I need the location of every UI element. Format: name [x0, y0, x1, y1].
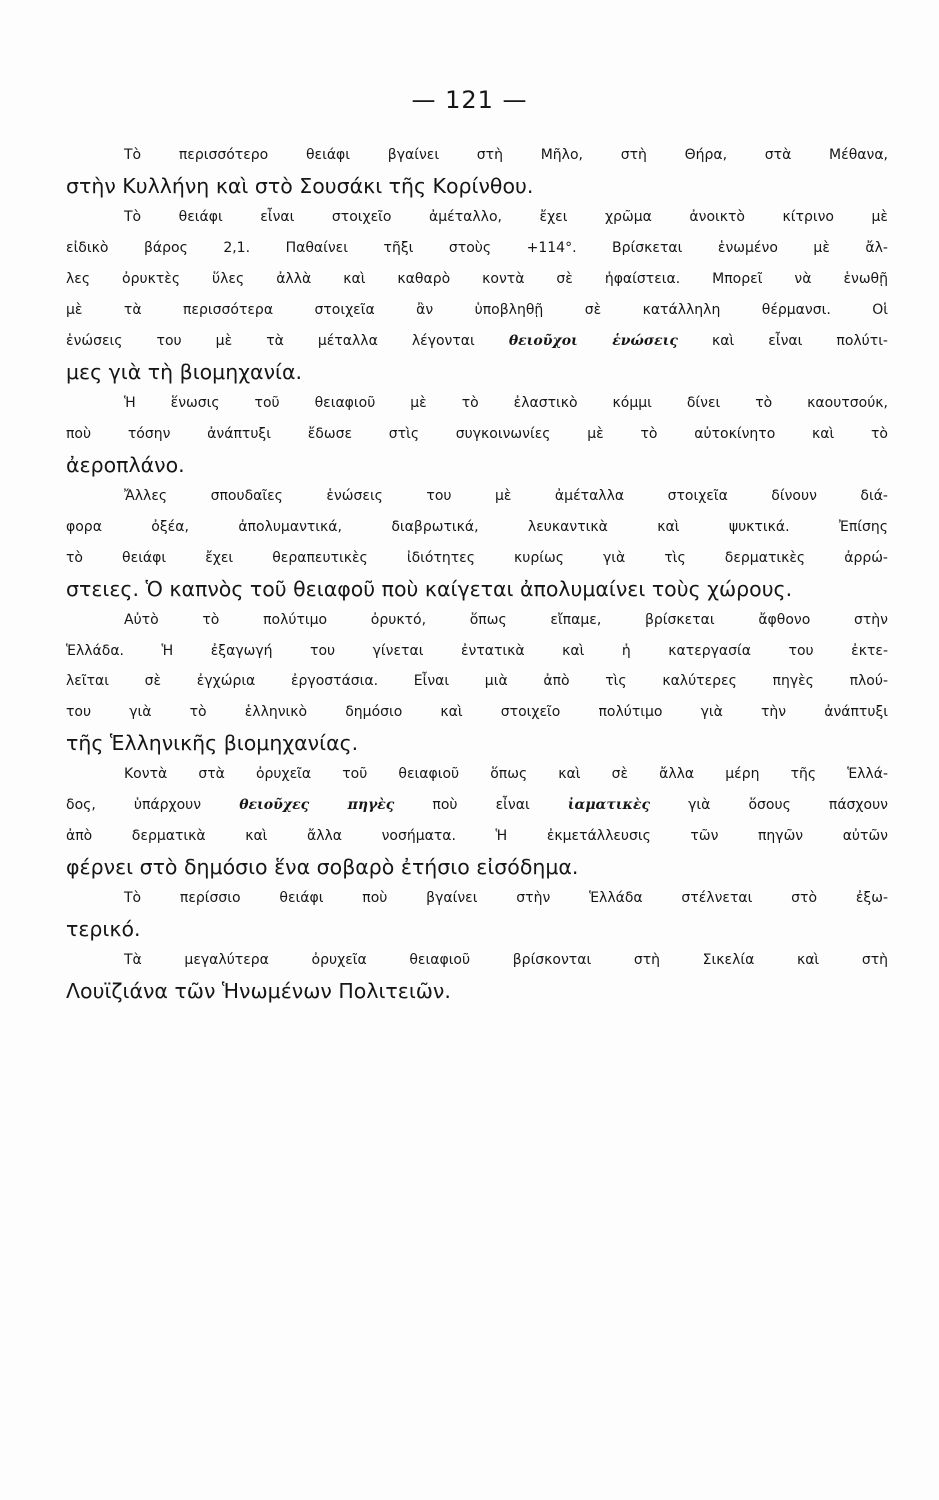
line-fragment: εἰδικὸ βάρος 2,1. Παθαίνει τῆξι στοὺς +114°. Βρίσκεται ἑνωμένο μὲ ἄλ-	[66, 239, 888, 256]
text-line	[66, 202, 888, 233]
emphasized-term: ἰαματικὲς	[567, 797, 651, 814]
text-line	[66, 233, 888, 264]
line-fragment: μὲ τὰ περισσότερα στοιχεῖα ἂν ὑποβληθῇ σὲ κατάλληλη θέρμανσι. Οἱ	[66, 301, 888, 318]
text-line	[66, 574, 888, 605]
text-line	[66, 140, 888, 171]
line-fragment: Κοντὰ στὰ ὀρυχεῖα τοῦ θειαφιοῦ ὅπως καὶ σὲ ἄλλα μέρη τῆς Ἑλλά-	[124, 766, 888, 783]
line-fragment: φέρνει στὸ δημόσιο ἕνα σοβαρὸ ἐτήσιο εἰσόδημα.	[66, 855, 579, 880]
line-fragment: φορα ὀξέα, ἀπολυμαντικά, διαβρωτικά, λευκαντικὰ καὶ ψυκτικά. Ἐπίσης	[66, 518, 888, 535]
text-line	[66, 728, 888, 759]
line-fragment: τῆς Ἑλληνικῆς βιομηχανίας.	[66, 731, 359, 756]
line-fragment: ποὺ εἶναι	[394, 797, 568, 814]
emphasized-term: θειοῦχοι ἑνώσεις	[508, 332, 678, 349]
text-line	[66, 295, 888, 326]
line-fragment: Τὰ μεγαλύτερα ὀρυχεῖα θειαφιοῦ βρίσκονται στὴ Σικελία καὶ στὴ	[124, 952, 888, 969]
line-fragment: Τὸ περισσότερο θειάφι βγαίνει στὴ Μῆλο, στὴ Θήρα, στὰ Μέθανα,	[124, 147, 888, 163]
line-fragment: Ἑλλάδα. Ἡ ἐξαγωγή του γίνεται ἐντατικὰ καὶ ἡ κατεργασία του ἐκτε-	[66, 642, 888, 659]
line-fragment: τερικό.	[66, 917, 141, 942]
page-number: — 121 —	[411, 86, 528, 114]
text-line	[66, 852, 888, 883]
text-line	[66, 759, 888, 790]
text-line	[66, 450, 888, 481]
line-fragment: γιὰ ὅσους πάσχουν	[650, 797, 888, 814]
text-line	[66, 636, 888, 667]
text-line	[66, 605, 888, 636]
text-line	[66, 326, 888, 357]
text-line	[66, 945, 888, 976]
line-fragment: λεῖται σὲ ἐγχώρια ἐργοστάσια. Εἶναι μιὰ ἀπὸ τὶς καλύτερες πηγὲς πλού-	[66, 673, 888, 690]
text-line	[66, 419, 888, 450]
line-fragment: Τὸ περίσσιο θειάφι ποὺ βγαίνει στὴν Ἑλλάδα στέλνεται στὸ ἐξω-	[124, 890, 888, 907]
line-fragment: Ἡ ἕνωσις τοῦ θειαφιοῦ μὲ τὸ ἐλαστικὸ κόμμι δίνει τὸ καουτσούκ,	[124, 394, 888, 411]
text-line	[66, 171, 888, 202]
body-text	[66, 140, 888, 1007]
text-line	[66, 481, 888, 512]
line-fragment: του γιὰ τὸ ἑλληνικὸ δημόσιο καὶ στοιχεῖο πολύτιμο γιὰ τὴν ἀνάπτυξι	[66, 704, 888, 721]
text-line	[66, 883, 888, 914]
text-line	[66, 512, 888, 543]
line-fragment: ἑνώσεις του μὲ τὰ μέταλλα λέγονται	[66, 332, 509, 349]
line-fragment: μες γιὰ τὴ βιομηχανία.	[66, 359, 302, 384]
line-fragment: δος, ὑπάρχουν	[66, 797, 240, 814]
line-fragment: Τὸ θειάφι εἶναι στοιχεῖο ἀμέταλλο, ἔχει χρῶμα ἀνοικτὸ κίτρινο μὲ	[124, 208, 888, 225]
line-fragment: Λουϊζιάνα τῶν Ἡνωμένων Πολιτειῶν.	[66, 979, 451, 1004]
text-line	[66, 976, 888, 1007]
text-line	[66, 666, 888, 697]
text-line	[66, 790, 888, 821]
line-fragment: στειες. Ὁ καπνὸς τοῦ θειαφοῦ ποὺ καίγεται ἀπολυμαίνει τοὺς χώρους.	[66, 576, 793, 601]
line-fragment: τὸ θειάφι ἔχει θεραπευτικὲς ἰδιότητες κυρίως γιὰ τὶς δερματικὲς ἀρρώ-	[66, 549, 888, 566]
text-line	[66, 543, 888, 574]
line-fragment: Ἄλλες σπουδαῖες ἑνώσεις του μὲ ἀμέταλλα στοιχεῖα δίνουν διά-	[124, 487, 888, 504]
line-fragment: στὴν Κυλλήνη καὶ στὸ Σουσάκι τῆς Κορίνθου.	[66, 173, 534, 198]
line-fragment: Αὐτὸ τὸ πολύτιμο ὀρυκτό, ὅπως εἴπαμε, βρίσκεται ἄφθονο στὴν	[124, 611, 888, 628]
line-fragment: ποὺ τόσην ἀνάπτυξι ἔδωσε στὶς συγκοινωνίες μὲ τὸ αὐτοκίνητο καὶ τὸ	[66, 425, 888, 442]
text-line	[66, 357, 888, 388]
text-line	[66, 388, 888, 419]
line-fragment: καὶ εἶναι πολύτι-	[677, 332, 888, 349]
text-line	[66, 697, 888, 728]
text-line	[66, 914, 888, 945]
line-fragment: ἀπὸ δερματικὰ καὶ ἄλλα νοσήματα. Ἡ ἐκμετάλλευσις τῶν πηγῶν αὐτῶν	[66, 828, 888, 845]
line-fragment: λες ὀρυκτὲς ὕλες ἀλλὰ καὶ καθαρὸ κοντὰ σὲ ἡφαίστεια. Μπορεῖ νὰ ἑνωθῇ	[66, 270, 888, 287]
text-line	[66, 821, 888, 852]
line-fragment: ἀεροπλάνο.	[66, 452, 185, 477]
text-line	[66, 264, 888, 295]
emphasized-term: θειοῦχες πηγὲς	[239, 797, 395, 814]
